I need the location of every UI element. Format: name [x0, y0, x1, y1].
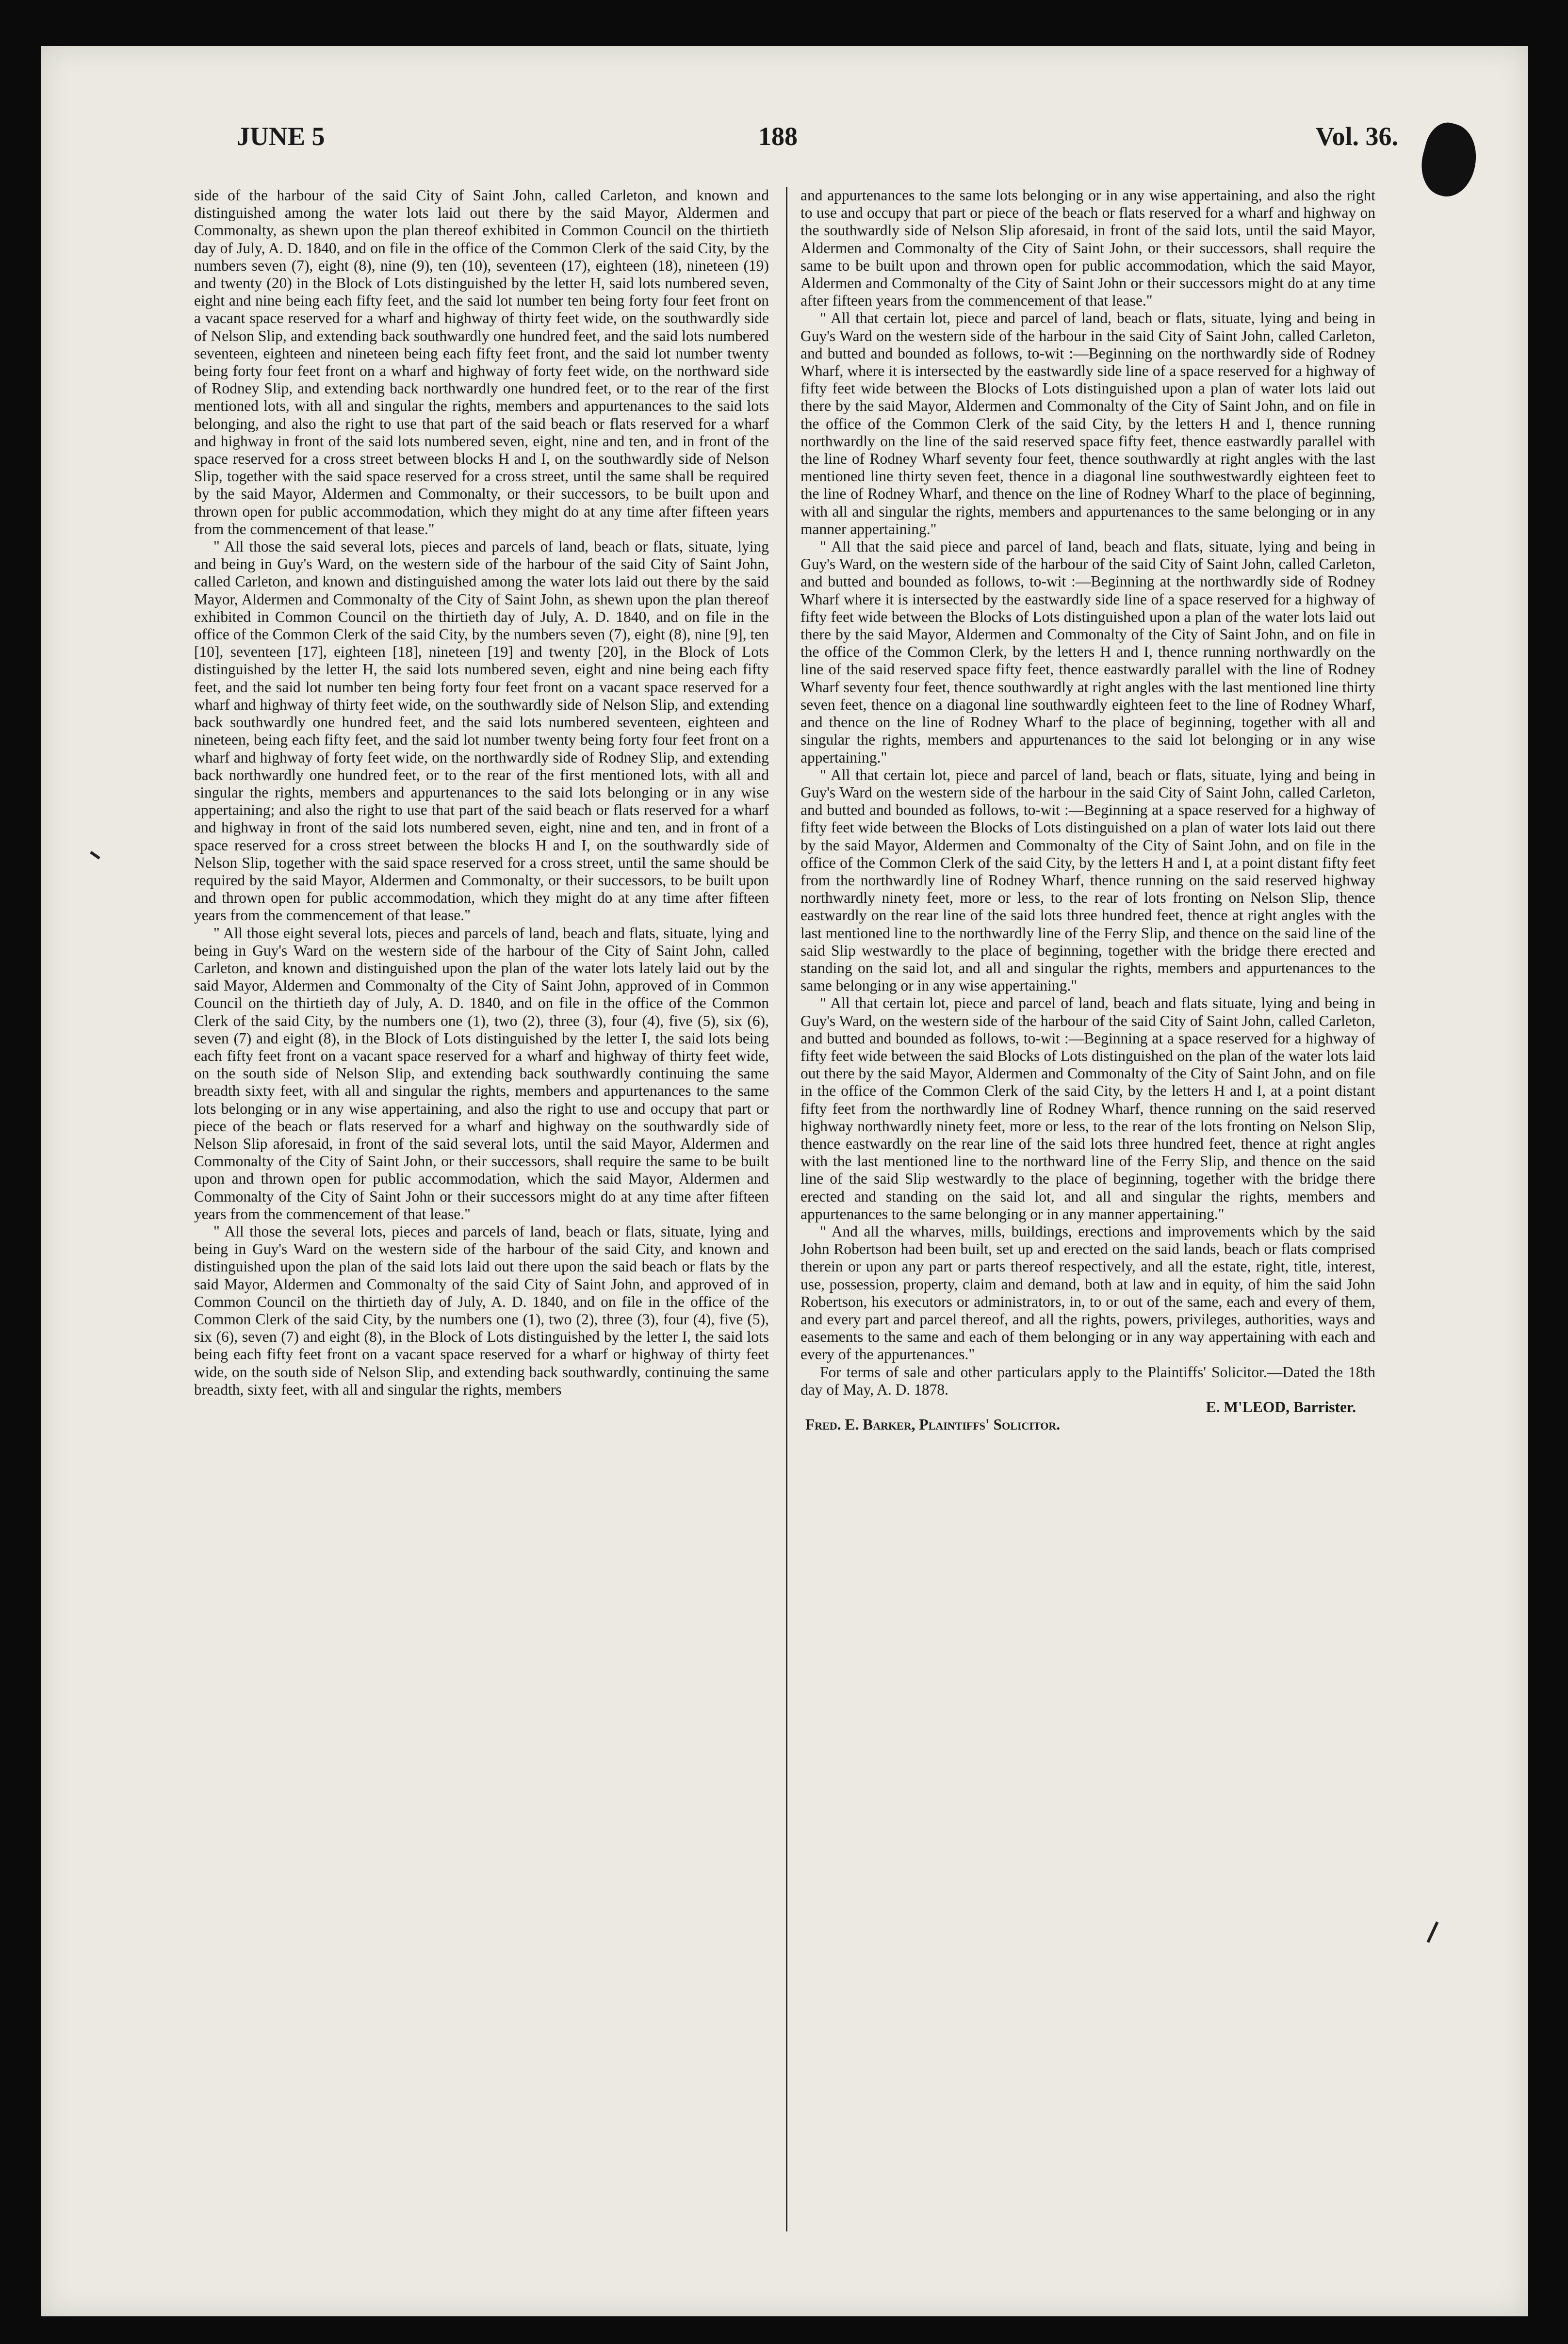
page-number: 188: [758, 122, 798, 151]
column-divider: [786, 187, 787, 2231]
paragraph: " All that certain lot, piece and parcel of land, beach and flats situate, lying and being in Guy's Ward, on the western side of the harbour of the said City of Saint John, called Carleton, and butted and bounded as follows, to-wit :—Beginning at a space reserved for a highway of fifty feet wide between the said Blocks of Lots distinguished on the plan of the water lots laid out there by the said Mayor, Aldermen and Commonalty of the City of Saint John, and on file in the office of the Common Clerk of the said City, by the letters H and I, at a point distant fifty feet from the northwardly line of Rodney Wharf, thence running on the said reserved highway northwardly ninety feet, more or less, to the rear of the lots fronting on Nelson Slip, thence eastwardly on the rear line of the said lots three hundred feet, thence at right angles with the last mentioned line to the northward line of the Ferry Slip, and thence on the said line of the said Slip westwardly to the place of beginning, together with the bridge there erected and standing on the said lot, and all and singular the rights, members and appurtenances to the same belonging or in any manner appertaining.": [800, 994, 1375, 1222]
paragraph: " All that certain lot, piece and parcel of land, beach or flats, situate, lying and being in Guy's Ward on the western side of the harbour in the said City of Saint John, called Carleton, and butted and bounded as follows, to-wit :—Beginning on the northwardly side of Rodney Wharf, where it is intersected by the eastwardly side line of a space reserved for a highway of fifty feet wide between the Blocks of Lots distinguished upon a plan of water lots laid out there by the said Mayor, Aldermen and Commonalty of the City of Saint John, and on file in the office of the Common Clerk of the said City, by the letters H and I, thence running northwardly on the line of the said reserved space fifty feet, thence eastwardly parallel with the line of Rodney Wharf seventy four feet, thence southwardly at right angles with the last mentioned line thirty seven feet, thence in a diagonal line southwestwardly eighteen feet to the line of Rodney Wharf, and thence on the line of Rodney Wharf to the place of beginning, with all and singular the rights, members and appurtenances to the same belonging or in any manner appertaining.": [800, 309, 1375, 537]
right-column: [800, 187, 1375, 2234]
paragraph: " And all the wharves, mills, buildings, erections and improvements which by the said John Robertson had been built, set up and erected on the said lands, beach or flats comprised therein or upon any part or parts thereof respectively, and all the estate, right, title, interest, use, possession, property, claim and demand, both at law and in equity, of him the said John Robertson, his executors or administrators, in, to or out of the same, each and every of them, and every part and parcel thereof, and all the rights, powers, privileges, authorities, ways and easements to the same and each of them belonging or in any way appertaining with each and every of the appurtenances.": [800, 1222, 1375, 1363]
paragraph: " All those the several lots, pieces and parcels of land, beach or flats, situate, lying and being in Guy's Ward on the western side of the harbour of the said City, and known and distinguished upon the plan of the said lots laid out there upon the said beach or flats by the said Mayor, Aldermen and Commonalty of the said City of Saint John, and approved of in Common Council on the thirtieth day of July, A. D. 1840, and on file in the office of the Common Clerk of the said City, by the numbers one (1), two (2), three (3), four (4), five (5), six (6), seven (7) and eight (8), in the Block of Lots distinguished by the letter I, the said lots being each fifty feet front on a vacant space reserved for a wharf or highway of thirty feet wide, on the south side of Nelson Slip, and extending back southwardly, continuing the same breadth, sixty feet, with all and singular the rights, members: [194, 1222, 769, 1398]
volume-label: Vol. 36.: [1315, 122, 1398, 151]
solicitor-line: Fred. E. Barker, Plaintiffs' Solicitor.: [805, 1416, 1061, 1433]
left-column: [194, 187, 769, 2234]
paragraph: " All those the said several lots, pieces and parcels of land, beach or flats, situate, lying and being in Guy's Ward, on the western side of the harbour of the said City of Saint John, called Carleton, and known and distinguished among the water lots laid out there by the said Mayor, Aldermen and Commonalty of the City of Saint John, as shewn upon the plan thereof exhibited in Common Council on the thirtieth day of July, A. D. 1840, and on file in the office of the Common Clerk of the said City, by the numbers seven (7), eight (8), nine [9], ten [10], seventeen [17], eighteen [18], nineteen [19] and twenty [20], in the Block of Lots distinguished by the letter H, the said lots numbered seven, eight and nine being each fifty feet, and the said lot number ten being forty four feet front on a vacant space reserved for a wharf and highway of thirty feet wide, on the southwardly side of Nelson Slip, and extending back southwardly one hundred feet, and the said lots numbered seventeen, eighteen and nineteen, being each fifty feet, and the said lot number twenty being forty four feet front on a wharf and highway of forty feet wide, on the northwardly side of Rodney Slip, and extending back northwardly one hundred feet, or to the rear of the first mentioned lots, with all and singular the rights, members and appurtenances to the said lots belonging or in any wise appertaining; and also the right to use that part of the said beach or flats reserved for a wharf and highway in front of the said lots numbered seven, eight, nine and ten, and in front of a space reserved for a cross street between the blocks H and I, on the southwardly side of Nelson Slip, together with the said space reserved for a cross street, until the same should be required by the said Mayor, Aldermen and Commonalty, or their successors, to be built upon and thrown open for public accommodation, which they might do at any time after fifteen years from the commencement of that lease.": [194, 538, 769, 924]
paragraph: and appurtenances to the same lots belonging or in any wise appertaining, and also the right to use and occupy that part or piece of the beach or flats reserved for a wharf and highway on the southwardly side of Nelson Slip aforesaid, in front of the said lots, until the said Mayor, Aldermen and Commonalty of the City of Saint John, or their successors, shall require the same to be built upon and thrown open for public accommodation, which the said Mayor, Aldermen and Commonalty of the City of Saint John or their successors might do at any time after fifteen years from the commencement of that lease.": [800, 187, 1375, 309]
paragraph: side of the harbour of the said City of Saint John, called Carleton, and known and distinguished among the water lots laid out there by the said Mayor, Aldermen and Commonalty, as shewn upon the plan thereof exhibited in Common Council on the thirtieth day of July, A. D. 1840, and on file in the office of the Common Clerk of the said City, by the numbers seven (7), eight (8), nine (9), ten (10), seventeen (17), eighteen (18), nineteen (19) and twenty (20) in the Block of Lots distinguished by the letter H, said lots numbered seven, eight and nine being each fifty feet, and the said lot number ten being forty four feet front on a vacant space reserved for a wharf and highway of thirty feet wide, on the southwardly side of Nelson Slip, and extending back southwardly one hundred feet, and the said lots numbered seventeen, eighteen and nineteen being each fifty feet front, and the said lot number twenty being forty four feet front on a wharf and highway of forty feet wide, on the northward side of Rodney Slip, and extending back northwardly one hundred feet, or to the rear of the first mentioned lots, with all and singular the rights, members and appurtenances to the said lots belonging, and also the right to use that part of the said beach or flats reserved for a wharf and highway in front of the said lots numbered seven, eight, nine and ten, and in front of the space reserved for a cross street between blocks H and I, on the southwardly side of Nelson Slip, together with the said space reserved for a cross street, until the same shall be required by the said Mayor, Aldermen and Commonalty, or their successors, to be built upon and thrown open for public accommodation, which they might do at any time after fifteen years from the commencement of that lease.": [194, 187, 769, 537]
page-header: [193, 121, 1408, 160]
paragraph: " All that certain lot, piece and parcel of land, beach or flats, situate, lying and being in Guy's Ward on the western side of the harbour in the said City of Saint John, called Carleton, and butted and bounded as follows, to-wit :—Beginning at a space reserved for a highway of fifty feet wide between the Blocks of Lots distinguished on a plan of water lots laid out there by the said Mayor, Aldermen and Commonalty of the City of Saint John, and on file in the office of the Common Clerk of the said City, by the letters H and I, at a point distant fifty feet from the northwardly line of Rodney Wharf, thence running on the said reserved highway northwardly ninety feet, more or less, to the rear of lots fronting on Nelson Slip, thence eastwardly on the rear line of the said lots three hundred feet, thence at right angles with the last mentioned line to the northwardly line of the Ferry Slip, and thence on the said line of the said Slip westwardly to the place of beginning, together with the bridge there erected and standing on the said lot, and all and singular the rights, members and appurtenances to the same belonging or in any wise appertaining.": [800, 766, 1375, 994]
paragraph: For terms of sale and other particulars apply to the Plaintiffs' Solicitor.—Dated the 18th day of May, A. D. 1878.: [800, 1363, 1375, 1398]
issue-date: JUNE 5: [237, 122, 325, 151]
paragraph: " All that the said piece and parcel of land, beach and flats, situate, lying and being in Guy's Ward, on the western side of the harbour of the said City of Saint John, called Carleton, and butted and bounded as follows, to-wit :—Beginning at the northwardly side of Rodney Wharf where it is intersected by the eastwardly side line of a space reserved for a highway of fifty feet wide between the Blocks of Lots distinguished upon a plan of the water lots laid out there by the said Mayor, Aldermen and Commonalty of the City of Saint John, and on file in the office of the Common Clerk, by the letters H and I, thence running northwardly on the line of the said reserved space fifty feet, thence eastwardly parallel with the line of Rodney Wharf seventy four feet, thence southwardly at right angles with the last mentioned line thirty seven feet, thence on a diagonal line southwardly eighteen feet to the line of Rodney Wharf, and thence on the line of Rodney Wharf to the place of beginning, together with all and singular the rights, members and appurtenances to the said lot belonging or in any wise appertaining.": [800, 538, 1375, 766]
paragraph: " All those eight several lots, pieces and parcels of land, beach and flats, situate, lying and being in Guy's Ward on the western side of the harbour of the City of Saint John, called Carleton, and known and distinguished upon the plan of the water lots lately laid out by the said Mayor, Aldermen and Commonalty of the City of Saint John, approved of in Common Council on the thirtieth day of July, A. D. 1840, and on file in the office of the Common Clerk of the said City, by the numbers one (1), two (2), three (3), four (4), five (5), six (6), seven (7) and eight (8), in the Block of Lots distinguished by the letter I, the said lots being each fifty feet front on a vacant space reserved for a wharf and highway of thirty feet wide, on the south side of Nelson Slip, and extending back southwardly continuing the same breadth sixty feet, with all and singular the rights, members and appurtenances to the same lots belonging or in any wise appertaining, and also the right to use and occupy that part or piece of the beach or flats reserved for a wharf and highway on the southwardly side of Nelson Slip aforesaid, in front of the said several lots, until the said Mayor, Aldermen and Commonalty of the City of Saint John, or their successors, shall require the same to be built upon and thrown open for public accommodation, which the said Mayor, Aldermen and Commonalty of the City of Saint John or their successors might do at any time after fifteen years from the commencement of that lease.": [194, 924, 769, 1222]
barrister-signature: E. M'LEOD, Barrister.: [1206, 1399, 1356, 1416]
